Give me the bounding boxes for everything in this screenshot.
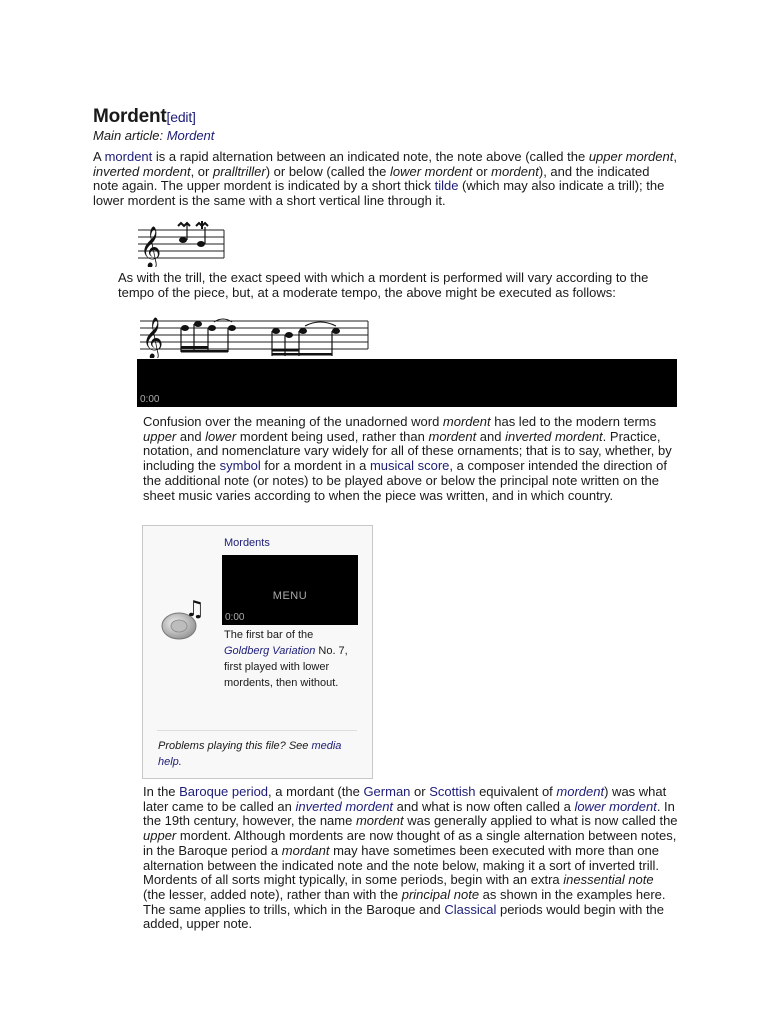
audio-player[interactable] bbox=[137, 359, 677, 407]
link-musical-score[interactable]: musical score bbox=[369, 458, 450, 474]
media-title-link[interactable]: Mordents bbox=[224, 537, 270, 549]
link-goldberg-variation[interactable]: Goldberg Variation bbox=[224, 645, 316, 657]
link-lower-mordent[interactable]: lower mordent bbox=[574, 798, 657, 814]
link-baroque-period[interactable]: Baroque period bbox=[179, 784, 269, 799]
note-head bbox=[179, 237, 187, 243]
link-tilde[interactable]: tilde bbox=[434, 178, 459, 194]
mordent-execution-staff bbox=[140, 308, 372, 358]
upper-mordent-icon bbox=[178, 223, 190, 226]
link-mordent[interactable]: mordent bbox=[104, 149, 153, 164]
media-box bbox=[142, 525, 373, 779]
media-problems-note: Problems playing this file? See media help. bbox=[158, 740, 342, 768]
divider bbox=[157, 730, 357, 731]
link-mordent-italic[interactable]: mordent bbox=[556, 784, 605, 799]
link-media-help[interactable]: media help bbox=[158, 740, 342, 768]
main-article-note bbox=[93, 128, 214, 143]
player-menu-button[interactable]: MENU bbox=[272, 590, 308, 602]
paragraph-3: Confusion over the meaning of the unadorned word mordent has led to the modern terms upper and lower mordent being used, rather than mordent and inverted mordent. Practice, notation, and nomenclature vary widely for all of these ornaments; that is to say, whether, by including the symbol for a mordent in a musical score, a composer intended the direction of the additional note (or notes) to be played above or below the principal note written on the sheet music varies according to when the piece was written, and in which country. bbox=[143, 414, 672, 503]
main-article-link[interactable]: Mordent bbox=[166, 128, 215, 143]
link-german[interactable]: German bbox=[363, 784, 411, 799]
link-symbol[interactable]: symbol bbox=[219, 458, 261, 474]
music-note-icon: ♫ bbox=[185, 597, 205, 622]
treble-clef-icon: 𝄞 bbox=[142, 318, 164, 358]
video-player[interactable] bbox=[222, 555, 358, 625]
link-inverted-mordent[interactable]: inverted mordent bbox=[295, 798, 394, 814]
note-group-lower bbox=[272, 322, 340, 356]
section-heading bbox=[93, 106, 196, 128]
treble-clef-icon: 𝄞 bbox=[140, 227, 162, 267]
link-classical[interactable]: Classical bbox=[444, 901, 497, 917]
edit-bracket-close: ] bbox=[192, 109, 196, 125]
mordent-notation-staff bbox=[138, 217, 228, 267]
paragraph-1: A mordent is a rapid alternation between an indicated note, the note above (called the upper mordent, inverted mordent, or pralltriller) or below (called the lower mordent or mordent), and the indicated note again. The upper mordent is indicated by a short thick tilde (which may also indicate a trill); the lower mordent is the same with a short vertical line through it. bbox=[93, 149, 677, 209]
media-caption: The first bar of the Goldberg Variation No. 7, first played with lower mordents, then without. bbox=[224, 629, 348, 689]
note-head bbox=[197, 241, 205, 247]
player-time: 0:00 bbox=[225, 612, 245, 623]
player-time: 0:00 bbox=[140, 394, 160, 405]
main-article-prefix: Main article: bbox=[93, 128, 167, 143]
edit-bracket-open: [ bbox=[166, 109, 171, 125]
note-group-upper bbox=[181, 319, 236, 353]
lower-mordent-icon bbox=[196, 221, 208, 229]
paragraph-2: As with the trill, the exact speed with which a mordent is performed will vary according to the tempo of the piece, but, at a moderate tempo, the above might be executed as follows: bbox=[118, 270, 649, 300]
speaker-icon bbox=[159, 596, 211, 644]
paragraph-4: In the Baroque period, a mordant (the German or Scottish equivalent of mordent) was what later came to be called an inverted mordent and what is now often called a lower mordent. In the 19th century, however, the name mordent was generally applied to what is now called the upper mordent. Although mordents are now thought of as a single alternation between notes, in the Baroque period a mordant may have sometimes been executed with more than one alternation between the indicated note and the note below, making it a sort of inverted trill. Mordents of all sorts might typically, in some periods, begin with an extra inessential note (the lesser, added note), rather than with the principal note as shown in the examples here. The same applies to trills, which in the Baroque and Classical periods would begin with the added, upper note. bbox=[143, 784, 678, 932]
page-title: Mordent bbox=[93, 106, 167, 127]
link-scottish[interactable]: Scottish bbox=[429, 784, 476, 799]
edit-link[interactable]: edit bbox=[170, 109, 193, 125]
